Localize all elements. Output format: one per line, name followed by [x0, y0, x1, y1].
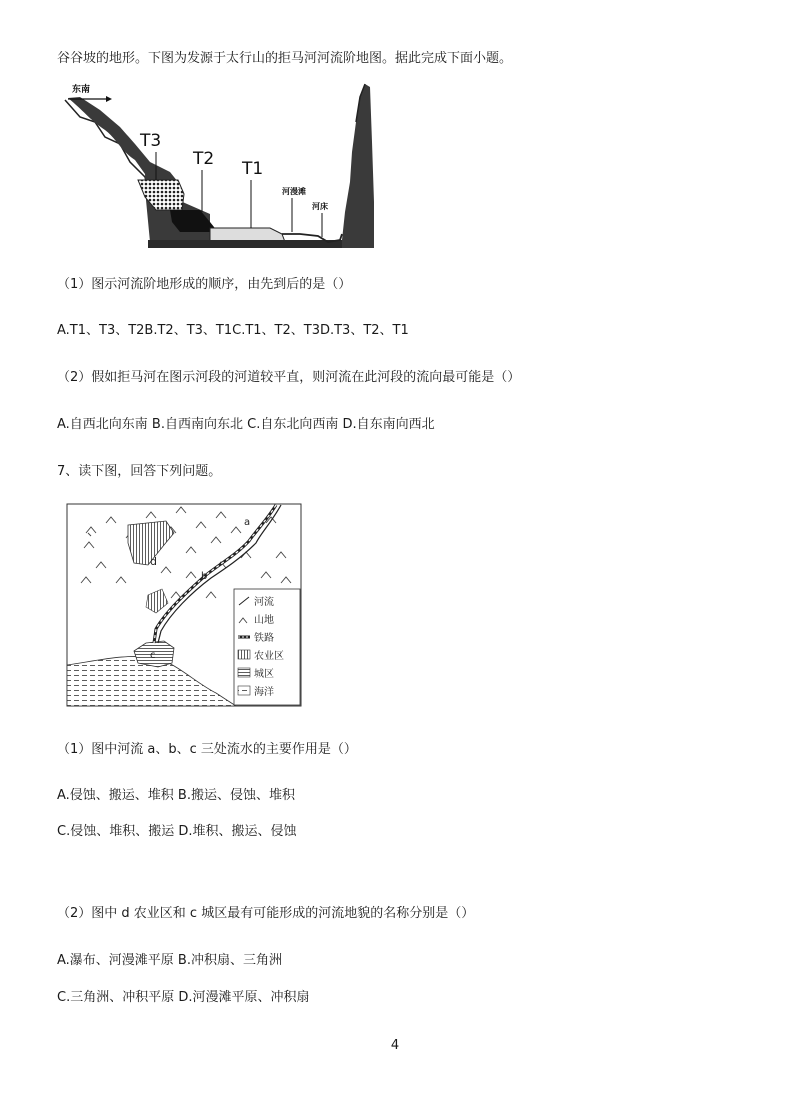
floodplain-label: 河漫滩 [282, 187, 306, 196]
q6-2-stem: （2）假如拒马河在图示河段的河道较平直，则河流在此河段的流向最可能是（） [57, 370, 521, 385]
legend-ocean: 海洋 [254, 687, 274, 698]
legend-railway: 铁路 [254, 633, 274, 644]
intro-text: 谷谷坡的地形。下图为发源于太行山的拒马河河流阶地图。据此完成下面小题。 [57, 51, 513, 66]
t2-label: T2 [193, 149, 215, 169]
river-terrace-figure [60, 82, 380, 250]
legend-agriculture: 农业区 [254, 651, 284, 662]
label-a: a [244, 517, 251, 528]
q7-2-options-1: A.瀑布、河漫滩平原 B.冲积扇、三角洲 [57, 953, 282, 968]
t3-label: T3 [140, 131, 162, 151]
label-c: c [150, 650, 156, 661]
map-legend [234, 589, 300, 705]
direction-label: 东南 [72, 85, 91, 95]
q7-2-options-2: C.三角洲、冲积平原 D.河漫滩平原、冲积扇 [57, 990, 310, 1005]
t1-label: T1 [242, 159, 264, 179]
q7-title: 7、读下图，回答下列问题。 [57, 464, 222, 479]
q7-1-options-1: A.侵蚀、搬运、堆积 B.搬运、侵蚀、堆积 [57, 788, 295, 803]
q7-2-stem: （2）图中 d 农业区和 c 城区最有可能形成的河流地貌的名称分别是（） [57, 906, 475, 921]
legend-city: 城区 [254, 669, 274, 680]
riverbed-label: 河床 [312, 202, 328, 211]
q6-2-options: A.自西北向东南 B.自西南向东北 C.自东北向西南 D.自东南向西北 [57, 417, 435, 432]
legend-mountain: 山地 [254, 615, 274, 626]
label-d: d [150, 555, 157, 568]
q7-1-stem: （1）图中河流 a、b、c 三处流水的主要作用是（） [57, 742, 357, 757]
label-b: b [201, 571, 208, 582]
q6-1-stem: （1）图示河流阶地形成的顺序，由先到后的是（） [57, 277, 352, 292]
legend-river: 河流 [254, 597, 274, 608]
river-map-figure [66, 503, 302, 707]
q7-1-options-2: C.侵蚀、堆积、搬运 D.堆积、搬运、侵蚀 [57, 824, 297, 839]
t1-terrace [210, 228, 285, 242]
page-number: 4 [390, 1038, 400, 1053]
q6-1-options: A.T1、T3、T2B.T2、T3、T1C.T1、T2、T3D.T3、T2、T1 [57, 323, 409, 338]
